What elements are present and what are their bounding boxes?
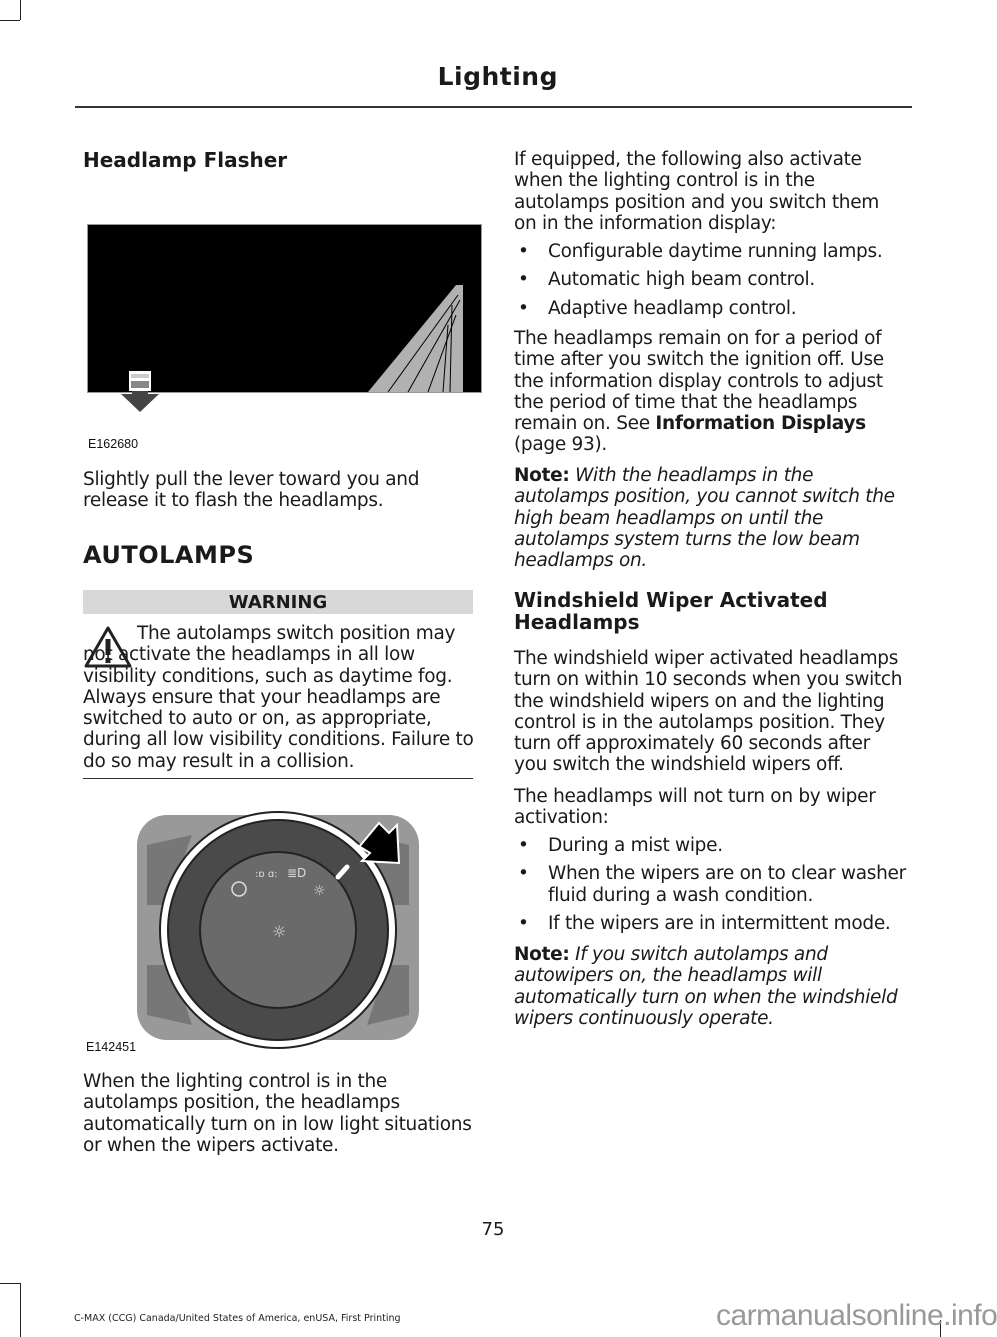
svg-text:☼: ☼ — [313, 883, 326, 899]
figure-headlamp-flasher — [87, 224, 482, 393]
paragraph: If equipped, the following also activate when the lighting control is in the autolamps position and you switch them on in the information display: — [514, 149, 880, 234]
bullet-list — [514, 241, 906, 319]
note-text: If you switch autolamps and autowipers on, the headlamps will automatically turn on when the windshield wipers continuously operate. — [514, 944, 898, 1029]
warning-text: The autolamps switch position may not activate the headlamps in all low visibility conditions, such as daytime fog. Always ensure that your headlamps are switched to auto or on, as appropriate, during all low visibility conditions. Failure to do so may result in a collision. — [83, 623, 474, 772]
header-rule — [75, 106, 912, 108]
watermark: carmanualsonline.info — [716, 1299, 997, 1332]
text: The headlamps remain on for a period of time after you switch the ignition off. Use the information display controls to adjust the period of time that the headlamps remain on. See — [514, 328, 884, 435]
note-text: With the headlamps in the autolamps position, you cannot switch the high beam headlamps on until the autolamps system turns the low beam headlamps on. — [514, 465, 895, 572]
crop-mark — [0, 1283, 20, 1284]
note — [514, 944, 908, 1029]
warning-banner: WARNING — [83, 590, 473, 614]
svg-text:☼: ☼ — [272, 922, 287, 941]
paragraph — [514, 328, 906, 456]
paragraph: The headlamps will not turn on by wiper activation: — [514, 786, 876, 829]
note — [514, 465, 906, 571]
crop-mark — [0, 20, 20, 21]
heading-autolamps: AUTOLAMPS — [83, 541, 255, 569]
paragraph: When the lighting control is in the autolamps position, the headlamps automatically turn on in low light situations or when the wipers activate. — [83, 1071, 472, 1156]
svg-text::ɒ ɑ:: :ɒ ɑ: — [255, 869, 278, 880]
figure-caption: E142451 — [86, 1040, 137, 1054]
paragraph: The windshield wiper activated headlamps turn on within 10 seconds when you switch the windshield wipers on and the lighting control is in the autolamps position. They turn off approximately 60 seconds after you switch the windshield wipers off. — [514, 648, 903, 776]
bullet-list — [514, 835, 908, 934]
crop-mark — [20, 1283, 21, 1337]
edition-info: C-MAX (CCG) Canada/United States of America, enUSA, First Printing — [74, 1313, 401, 1324]
note-label: Note: — [514, 465, 570, 486]
text: (page 93). — [514, 434, 607, 456]
note-label: Note: — [514, 944, 570, 965]
section-title: Lighting — [437, 62, 558, 91]
cross-reference-link[interactable]: Information Displays — [655, 413, 866, 435]
paragraph: Slightly pull the lever toward you and release it to flash the headlamps. — [83, 469, 420, 512]
lever-icon — [129, 371, 151, 391]
light-beam-illustration — [88, 225, 481, 392]
crop-mark — [20, 0, 21, 20]
page-number: 75 — [481, 1219, 505, 1240]
heading-headlamp-flasher: Headlamp Flasher — [83, 148, 288, 172]
list-item: • Configurable daytime running lamps. — [514, 241, 906, 262]
figure-lighting-control — [137, 805, 419, 1048]
heading-wiper-headlamps: Windshield Wiper Activated Headlamps — [514, 588, 828, 634]
list-item: • When the wipers are on to clear washer fluid during a wash condition. — [514, 863, 908, 906]
list-item: • Adaptive headlamp control. — [514, 298, 906, 319]
svg-text:≣D: ≣D — [287, 866, 307, 880]
list-item: • During a mist wipe. — [514, 835, 908, 856]
list-item: • Automatic high beam control. — [514, 269, 906, 290]
warning-rule — [83, 778, 473, 779]
list-item: • If the wipers are in intermittent mode. — [514, 913, 908, 934]
figure-caption: E162680 — [88, 437, 139, 451]
